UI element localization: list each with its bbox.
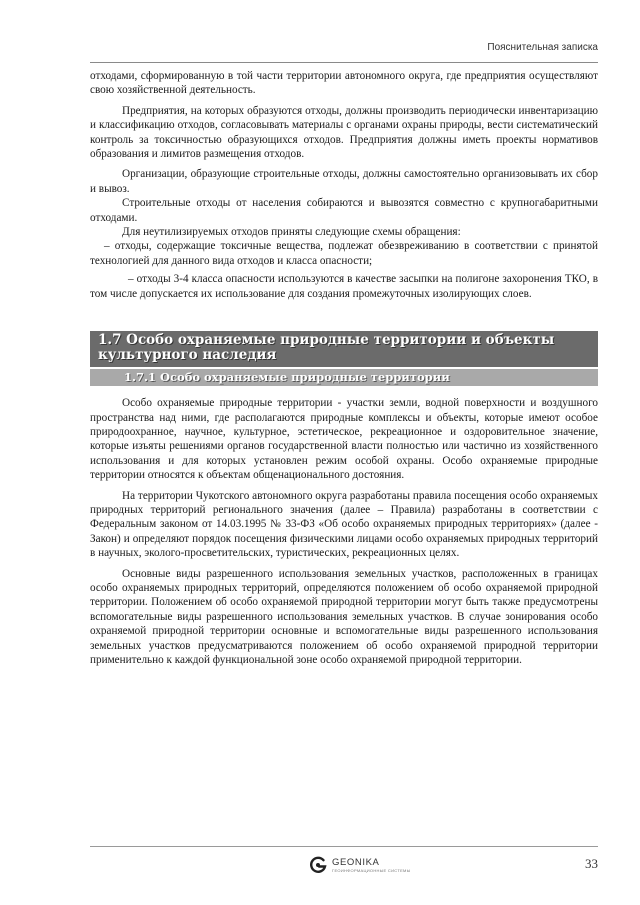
paragraph-rules: На территории Чукотского автономного округа разработаны правила посещения особо охраняемых природных территорий регионального значения (далее – Правила) разработаны в соответствии с Федеральным законом от 14.03.1995 № 33-ФЗ «Об особо охраняемых природных территориях» (далее - Закон) и определяют порядок посещения физическими лицами особо охраняемых природных территорий в научных, эколого-просветительских, туристических, рекреационных целях. <box>90 489 598 560</box>
page-content <box>90 69 598 673</box>
logo-tagline: ГЕОИНФОРМАЦИОННЫЕ СИСТЕМЫ <box>332 867 411 873</box>
paragraph-land-use: Основные виды разрешенного использования земельных участков, расположенных в границах особо охраняемых природных территорий, определяются положением об особо охраняемой природной территории. Положением об особо охраняемой природной территории могут быть также предусмотрены вспомогательные виды разрешенного использования земельных участков. В случае зонирования особо охраняемой природной территории основные и вспомогательные виды разрешенного использования земельных участков предусматриваются положением об особо охраняемой природной территории применительно к каждой функциональной зоне особо охраняемой природной территории. <box>90 567 598 666</box>
paragraph-schemes-intro: Для неутилизируемых отходов приняты следующие схемы обращения: <box>122 226 461 239</box>
paragraph-enterprises: Предприятия, на которых образуются отходы, должны производить периодически инвентаризацию и классификацию отходов, согласовывать материалы с органами охраны природы, вести систематический контроль за токсичностью образующихся отходов. Предприятия должны иметь проекты нормативов образования и лимитов размещения отходов. <box>90 104 598 161</box>
geonika-logo-icon <box>308 855 328 875</box>
paragraph-construction-waste: Строительные отходы от населения собираются и вывозятся совместно с крупногабаритными отходами. <box>90 197 598 224</box>
list-item-toxic: – отходы, содержащие токсичные вещества, подлежат обезвреживанию в соответствии с принятой технологией для данного вида отходов и класса опасности; <box>90 240 598 267</box>
running-head-title: Пояснительная записка <box>487 42 598 53</box>
list-item-class-3-4: – отходы 3-4 класса опасности используются в качестве засыпки на полигоне захоронения ТКО, в том числе допускается их использование для создания промежуточных изолирующих слоев. <box>90 273 598 300</box>
footer-divider <box>90 846 598 847</box>
paragraph-definition: Особо охраняемые природные территории - участки земли, водной поверхности и воздушного пространства над ними, где располагаются природные комплексы и объекты, которые имеют особое природоохранное, научное, культурное, эстетическое, рекреационное и оздоровительное значение, которые изъяты решениями органов государственной власти полностью или частично из хозяйственного использования и для которых установлен режим особой охраны. Особо охраняемые природные территории относятся к объектам общенационального достояния. <box>90 397 598 482</box>
paragraph-continuation: отходами, сформированную в той части территории автономного округа, где предприятия осуществляют свою хозяйственной деятельность. <box>90 70 598 97</box>
subsection-heading: 1.7.1 Особо охраняемые природные территории <box>90 369 598 386</box>
header-divider <box>90 62 598 63</box>
logo-name: GEONIKA <box>332 856 380 868</box>
footer-logo <box>308 853 411 877</box>
section-heading: 1.7 Особо охраняемые природные территории и объекты культурного наследия <box>90 331 598 367</box>
page-number: 33 <box>585 856 598 871</box>
paragraph-organizations: Организации, образующие строительные отходы, должны самостоятельно организовывать их сбор и вывоз. <box>90 168 598 195</box>
